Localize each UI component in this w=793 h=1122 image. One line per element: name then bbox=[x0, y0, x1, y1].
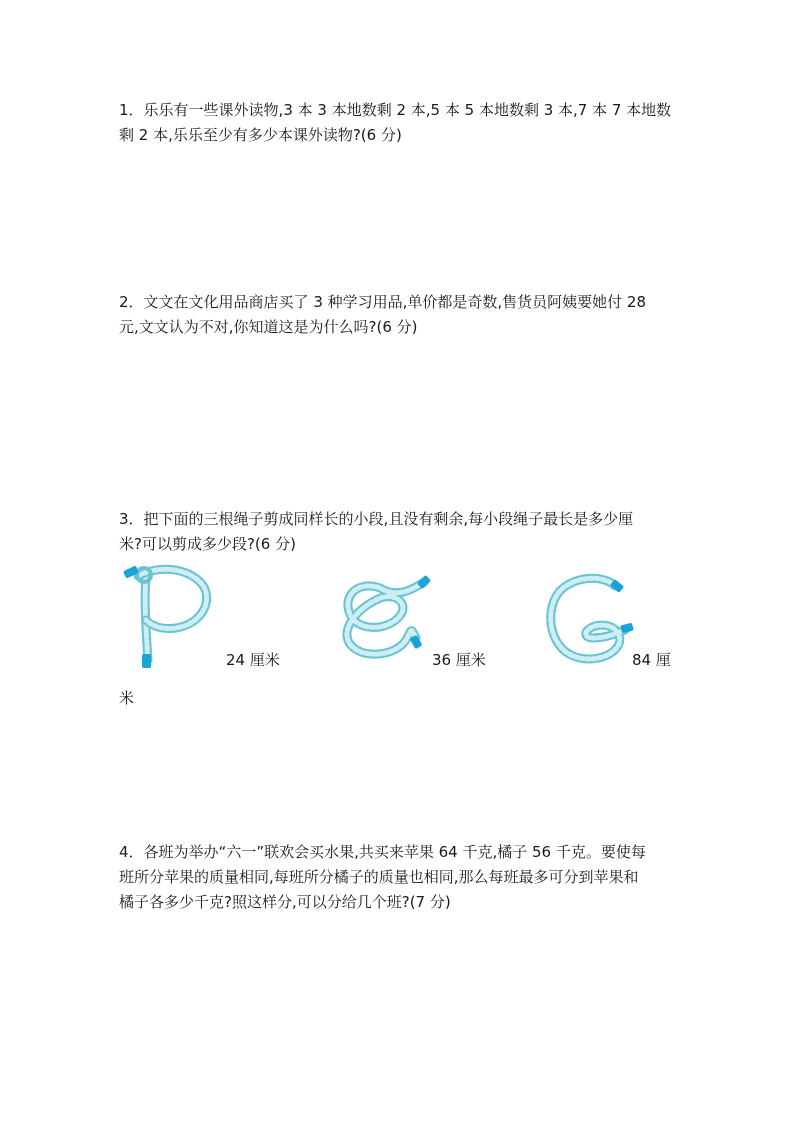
question-4-line-2: 班所分苹果的质量相同,每班所分橘子的质量也相同,那么每班最多可分到苹果和 bbox=[119, 868, 639, 886]
question-3-line-2: 米?可以剪成多少段?(6 分) bbox=[119, 535, 296, 553]
question-4-line-3: 橘子各多少千克?照这样分,可以分给几个班?(7 分) bbox=[119, 893, 451, 911]
rope-3-length: 84 厘 bbox=[632, 651, 671, 669]
rope-1-length: 24 厘米 bbox=[226, 651, 280, 669]
question-2-line-2: 元,文文认为不对,你知道这是为什么吗?(6 分) bbox=[119, 318, 418, 336]
rope-2-length: 36 厘米 bbox=[432, 651, 486, 669]
question-1-line-1: 1．乐乐有一些课外读物,3 本 3 本地数剩 2 本,5 本 5 本地数剩 3 本,7 本 7 本地数 bbox=[119, 101, 672, 119]
question-4-line-1: 4．各班为举办“六一”联欢会买水果,共买来苹果 64 千克,橘子 56 千克。要使每 bbox=[119, 843, 646, 861]
question-3 bbox=[119, 507, 679, 557]
rope-g-shape-image bbox=[543, 572, 638, 667]
rope-p-shape-image bbox=[116, 562, 216, 672]
question-1-line-2: 剩 2 本,乐乐至少有多少本课外读物?(6 分) bbox=[119, 126, 402, 144]
question-3-line-1: 3．把下面的三根绳子剪成同样长的小段,且没有剩余,每小段绳子最长是多少厘 bbox=[119, 510, 634, 528]
rope-3-length-wrap: 米 bbox=[119, 689, 135, 707]
question-2-line-1: 2．文文在文化用品商店买了 3 种学习用品,单价都是奇数,售货员阿姨要她付 28 bbox=[119, 293, 647, 311]
question-2 bbox=[119, 290, 679, 340]
rope-knot-image bbox=[336, 574, 436, 669]
question-4 bbox=[119, 840, 679, 915]
question-1 bbox=[119, 98, 679, 148]
